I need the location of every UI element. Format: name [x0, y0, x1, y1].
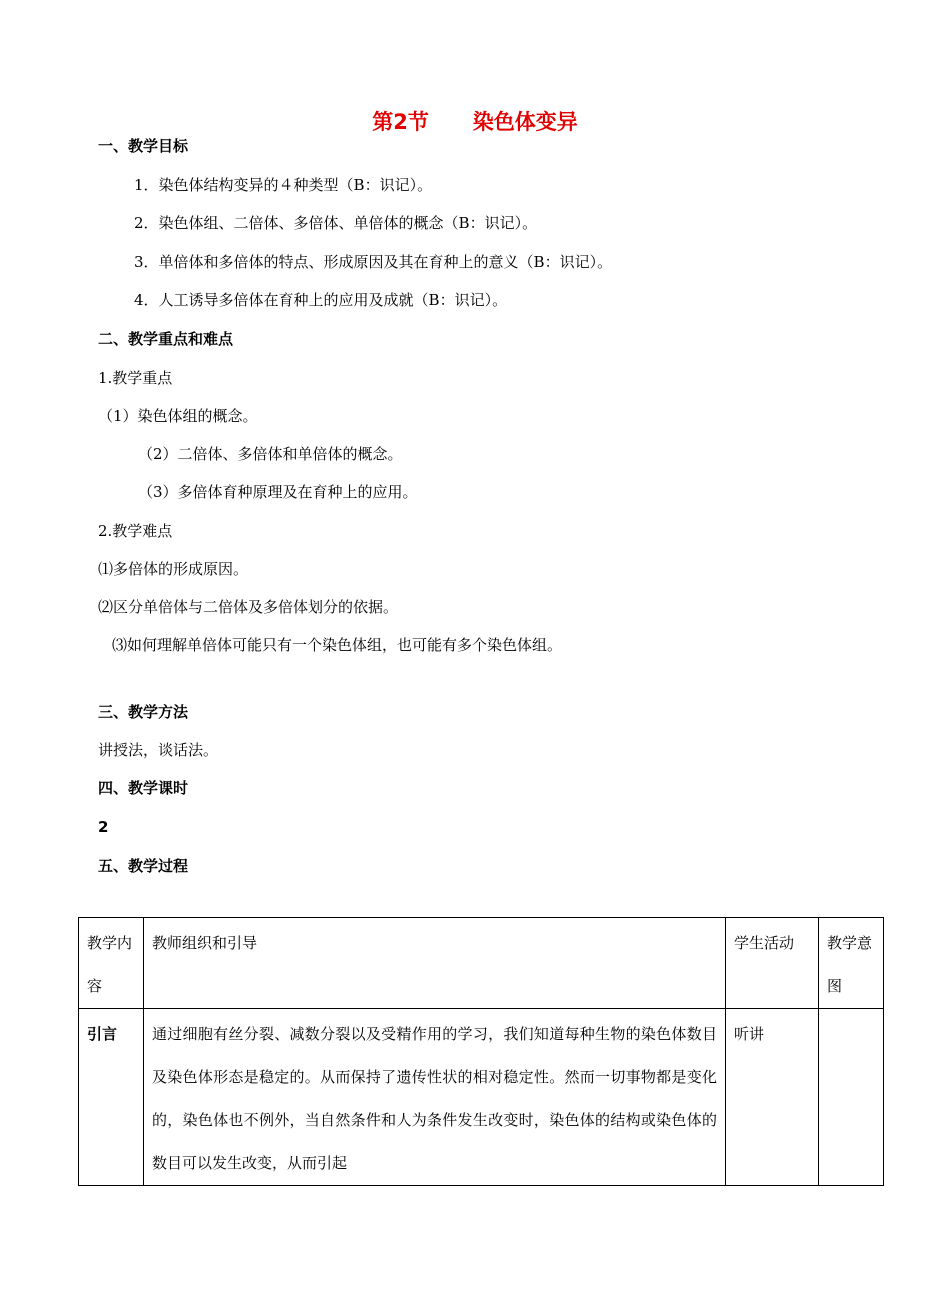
header-intent: 教学意图 — [819, 918, 884, 1009]
key-points-label: 1.教学重点 — [98, 369, 173, 387]
key-point-item: （2）二倍体、多倍体和单倍体的概念。 — [138, 445, 403, 463]
difficult-point-item: ⑵区分单倍体与二倍体及多倍体划分的依据。 — [98, 598, 399, 616]
page-title: 第2节 染色体变异 — [372, 110, 578, 134]
difficult-point-item: ⑴多倍体的形成原因。 — [98, 560, 249, 578]
objective-item: 3．单倍体和多倍体的特点、形成原因及其在育种上的意义（B：识记）。 — [134, 253, 613, 271]
teaching-process-table — [78, 917, 884, 1186]
cell-intent — [819, 1009, 884, 1186]
difficult-points-label: 2.教学难点 — [98, 522, 173, 540]
header-guide: 教师组织和引导 — [144, 918, 726, 1009]
key-point-item: （1）染色体组的概念。 — [98, 407, 258, 425]
header-content: 教学内容 — [79, 918, 144, 1009]
table-header-row — [79, 918, 884, 1009]
section-heading-key-difficult: 二、教学重点和难点 — [98, 330, 234, 348]
hours-value: 2 — [98, 818, 109, 836]
cell-guide: 通过细胞有丝分裂、减数分裂以及受精作用的学习，我们知道每种生物的染色体数目及染色体形态是稳定的。从而保持了遗传性状的相对稳定性。然而一切事物都是变化的，染色体也不例外，当自然条件和人为条件发生改变时，染色体的结构或染色体的数目可以发生改变，从而引起 — [144, 1009, 726, 1186]
header-activity: 学生活动 — [726, 918, 819, 1009]
section-heading-process: 五、教学过程 — [98, 857, 189, 875]
objective-item: 4．人工诱导多倍体在育种上的应用及成就（B：识记）。 — [134, 291, 508, 309]
cell-content: 引言 — [79, 1009, 144, 1186]
methods-text: 讲授法，谈话法。 — [98, 741, 219, 759]
table-row — [79, 1009, 884, 1186]
section-heading-objectives: 一、教学目标 — [98, 137, 189, 155]
objective-item: 1．染色体结构变异的４种类型（B：识记）。 — [134, 176, 433, 194]
key-point-item: （3）多倍体育种原理及在育种上的应用。 — [138, 483, 418, 501]
difficult-point-item: ⑶如何理解单倍体可能只有一个染色体组，也可能有多个染色体组。 — [112, 636, 563, 654]
section-heading-hours: 四、教学课时 — [98, 779, 189, 797]
objective-item: 2．染色体组、二倍体、多倍体、单倍体的概念（B：识记）。 — [134, 214, 538, 232]
cell-activity: 听讲 — [726, 1009, 819, 1186]
section-heading-methods: 三、教学方法 — [98, 703, 189, 721]
